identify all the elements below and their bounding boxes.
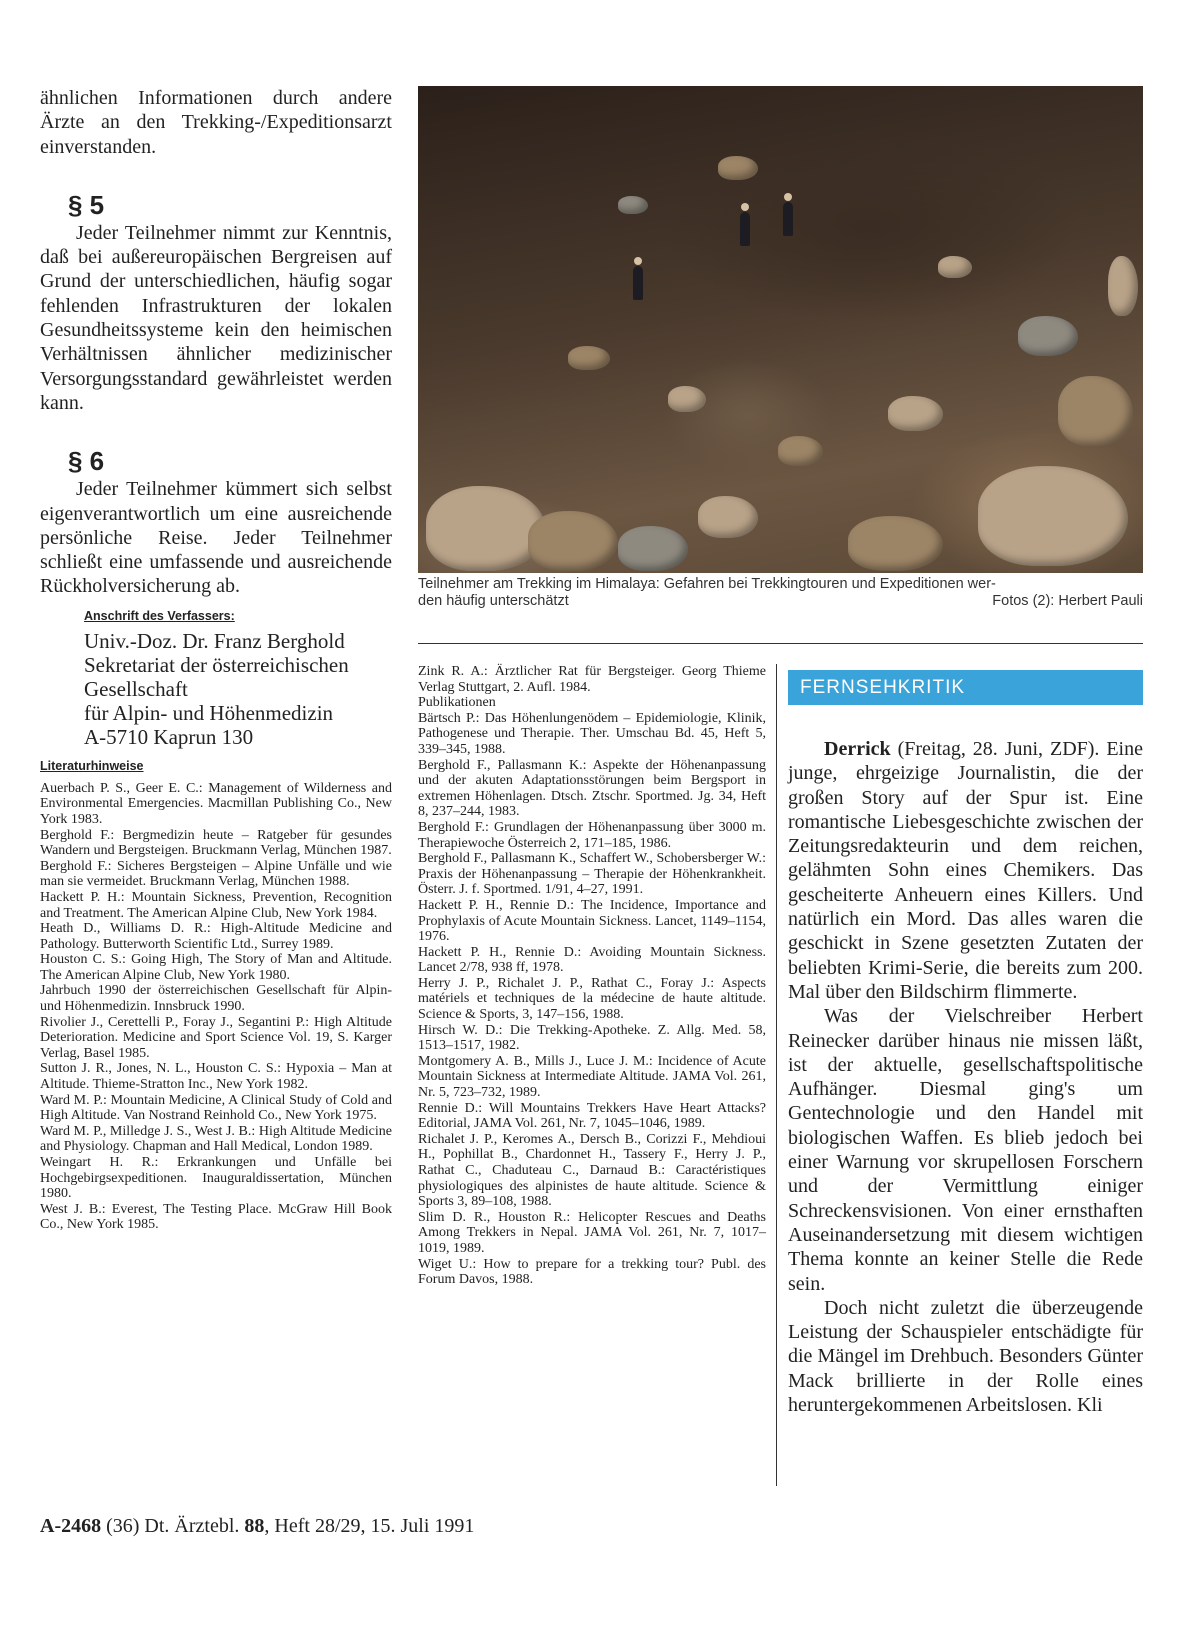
reference-item: Montgomery A. B., Mills J., Luce J. M.: Incidence of Acute Mountain Sickness at Intermediate Altitude. JAMA Vol. 261, Nr. 5, 723–732, 1989. [418, 1053, 766, 1101]
reference-item: Berghold F.: Sicheres Bergsteigen – Alpine Unfälle und wie man sie vermeidet. Bruckmann Verlag, München 1988. [40, 858, 392, 890]
hiker-figure [633, 266, 643, 300]
address-line: für Alpin- und Höhenmedizin [84, 700, 334, 725]
literature-heading: Literaturhinweise [40, 758, 144, 773]
section-heading-6: § 6 [68, 446, 105, 477]
section-text-5: Jeder Teilnehmer nimmt zur Kenntnis, daß bei außereuropäischen Bergreisen auf Grund der unterschiedlichen, häufig sogar fehlenden Infrastrukturen der lokalen Gesundheitssysteme kein den heimischen Verhältnissen ähnlicher medizinischer Versorgungsstandard gewährleistet werden kann. [40, 221, 392, 414]
reference-subheading: Publikationen [418, 695, 496, 711]
trekking-photo [418, 86, 1143, 573]
reference-item: Rivolier J., Cerettelli P., Foray J., Segantini P.: High Altitude Deterioration. Medicine and Sport Science Vol. 19, S. Karger Verlag, Basel 1985. [40, 1014, 392, 1061]
reference-item: Richalet J. P., Keromes A., Dersch B., Corizzi F., Mehdioui H., Pophillat B., Chardonnet H., Tassery F., Herry J. P., Rathat C., Chaduteau C., Darnaud B.: Caractéristiques physiologiques des alpinistes de haute altitude. Science & Sports 3, 89–108, 1988. [418, 1131, 766, 1210]
hiker-figure [783, 202, 793, 236]
footer-issue: , Heft 28/29, 15. Juli 1991 [264, 1515, 475, 1537]
reference-item: Ward M. P.: Mountain Medicine, A Clinical Study of Cold and High Altitude. Van Nostrand Reinhold Co., New York 1975. [40, 1092, 392, 1124]
reference-item: West J. B.: Everest, The Testing Place. McGraw Hill Book Co., New York 1985. [40, 1201, 392, 1233]
section-heading-5: § 5 [68, 189, 105, 220]
reference-item: Berghold F., Pallasmann K.: Aspekte der Höhenanpassung und der akuten Adaptationsstörungen beim Bergsport in extremen Höhenlagen. Dtsch. Ztschr. Sportmed. Jg. 34, Heft 8, 237–244, 1983. [418, 757, 766, 820]
review-lead-text: (Freitag, 28. Juni, ZDF). Eine junge, ehrgeizige Journalistin, die der großen Story auf der Spur ist. Eine romantische Liebesgeschichte zwischen der Zeitungsredakteurin und dem reichen, gelähmten Sohn eines Chemikers. Das gescheiterte Anheuern eines Killers. Und natürlich ein Mord. Das alles waren die geschickt in Szene gesetzten Zutaten der beliebten Krimi-Serie, die bereits zum 200. Mal über den Bildschirm flimmerte. [788, 738, 1143, 1003]
author-address [40, 629, 392, 749]
caption-line-1: Teilnehmer am Trekking im Himalaya: Gefahren bei Trekkingtouren und Expeditionen wer- [418, 576, 996, 592]
horizontal-rule [418, 643, 1143, 644]
reference-item: Sutton J. R., Jones, N. L., Houston C. S.: Hypoxia – Man at Altitude. Thieme-Stratton Inc., New York 1982. [40, 1061, 392, 1093]
review-paragraph-1 [788, 737, 1143, 1004]
reference-item: Rennie D.: Will Mountains Trekkers Have Heart Attacks? Editorial, JAMA Vol. 261, Nr. 7, 1045–1046, 1989. [418, 1100, 766, 1132]
reference-item: Bärtsch P.: Das Höhenlungenödem – Epidemiologie, Klinik, Pathogenese und Therapie. Ther. Umschau Bd. 45, Heft 5, 339–345, 1988. [418, 710, 766, 757]
footer-volume: 88 [244, 1515, 265, 1537]
reference-item: Ward M. P., Milledge J. S., West J. B.: High Altitude Medicine and Physiology. Chapman and Hall Medical, London 1989. [40, 1123, 392, 1155]
reference-item: Zink R. A.: Ärztlicher Rat für Bergsteiger. Georg Thieme Verlag Stuttgart, 2. Aufl. 1984. [418, 664, 766, 695]
page-footer [40, 1515, 474, 1538]
reference-item: Herry J. P., Richalet J. P., Rathat C., Foray J.: Aspects matériels et techniques de la médecine de haute altitude. Science & Sports, 3, 147–156, 1988. [418, 975, 766, 1023]
reference-item: Hackett P. H., Rennie D.: The Incidence, Importance and Prophylaxis of Acute Mountain Sickness. Lancet, 1149–1154, 1976. [418, 897, 766, 945]
reference-item: Hackett P. H., Rennie D.: Avoiding Mountain Sickness. Lancet 2/78, 938 ff, 1978. [418, 944, 766, 976]
reference-item: Jahrbuch 1990 der österreichischen Gesellschaft für Alpin- und Höhenmedizin. Innsbruck 1990. [40, 983, 392, 1015]
reference-list-middle [418, 664, 766, 1288]
footer-journal: (36) Dt. Ärztebl. [101, 1515, 245, 1537]
reference-item: Wiget U.: How to prepare for a trekking tour? Publ. des Forum Davos, 1988. [418, 1256, 766, 1288]
photo-caption [418, 576, 1143, 610]
address-line: Univ.-Doz. Dr. Franz Berghold [84, 628, 345, 653]
intro-paragraph: ähnlichen Informationen durch andere Ärzte an den Trekking-/Expeditionsarzt einverstanden. [40, 87, 392, 158]
reference-item: Weingart H. R.: Erkrankungen und Unfälle bei Hochgebirgsexpeditionen. Inauguraldissertation, München 1980. [40, 1155, 392, 1202]
reference-list-left [40, 781, 392, 1233]
review-title: Derrick [824, 738, 891, 760]
review-paragraph-2: Was der Vielschreiber Herbert Reinecker darüber hinaus nie missen läßt, ist der aktuelle, gesellschaftspolitische Aufhänger. Diesmal ging's um Gentechnologie und den Handel mit biologischen Waffen. Es blieb jedoch bei einer Warnung vor skrupellosen Forschern und der Vermittlung einiger Schreckensvisionen. Von einer ernsthaften Auseinandersetzung mit diesem wichtigen Thema konnte an keiner Stelle die Rede sein. [788, 1005, 1143, 1295]
section-label-band: FERNSEHKRITIK [788, 670, 1143, 705]
address-line: Sekretariat der österreichischen [84, 652, 349, 677]
address-label: Anschrift des Verfassers: [84, 608, 235, 623]
reference-item: Berghold F., Pallasmann K., Schaffert W., Schobersberger W.: Praxis der Höhenanpassung – Therapie der Höhenkrankheit. Österr. J. f. Sportmed. 1/91, 4–27, 1991. [418, 851, 766, 898]
review-paragraph-3: Doch nicht zuletzt die überzeugende Leistung der Schauspieler entschädigte für die Mängel im Drehbuch. Besonders Günter Mack brillierte in der Rolle eines heruntergekommenen Arbeitslosen. Kli [788, 1296, 1143, 1417]
page-code: A-2468 [40, 1515, 102, 1537]
left-column [40, 86, 392, 1233]
reference-item: Hirsch W. D.: Die Trekking-Apotheke. Z. Allg. Med. 58, 1513–1517, 1982. [418, 1022, 766, 1054]
reference-item: Houston C. S.: Going High, The Story of Man and Altitude. The American Alpine Club, New York 1980. [40, 952, 392, 983]
address-line: A-5710 Kaprun 130 [84, 724, 254, 749]
reference-item: Berghold F.: Bergmedizin heute – Ratgeber für gesundes Wandern und Bergsteigen. Bruckmann Verlag, München 1987. [40, 827, 392, 859]
photo-block [418, 86, 1143, 610]
caption-line-2: den häufig unterschätzt [418, 593, 569, 609]
column-divider [776, 664, 777, 1486]
address-line: Gesellschaft [84, 676, 188, 701]
tv-review-column [788, 664, 1143, 1417]
reference-item: Hackett P. H.: Mountain Sickness, Prevention, Recognition and Treatment. The American Alpine Club, New York 1984. [40, 889, 392, 921]
section-text-6: Jeder Teilnehmer kümmert sich selbst eigenverantwortlich um eine ausreichende persönliche Reise. Jeder Teilnehmer schließt eine umfassende und ausreichende Rückholversicherung ab. [40, 478, 392, 598]
reference-item: Heath D., Williams D. R.: High-Altitude Medicine and Pathology. Butterworth Scientific Ltd., Surrey 1989. [40, 921, 392, 952]
hiker-figure [740, 212, 750, 246]
reference-item: Berghold F.: Grundlagen der Höhenanpassung über 3000 m. Therapiewoche Österreich 2, 171–185, 1986. [418, 819, 766, 851]
reference-item: Auerbach P. S., Geer E. C.: Management of Wilderness and Environmental Emergencies. Macmillan Publishing Co., New York 1983. [40, 780, 392, 827]
reference-item: Slim D. R., Houston R.: Helicopter Rescues and Deaths Among Trekkers in Nepal. JAMA Vol. 261, Nr. 7, 1017–1019, 1989. [418, 1209, 766, 1256]
photo-credit: Fotos (2): Herbert Pauli [992, 593, 1143, 609]
